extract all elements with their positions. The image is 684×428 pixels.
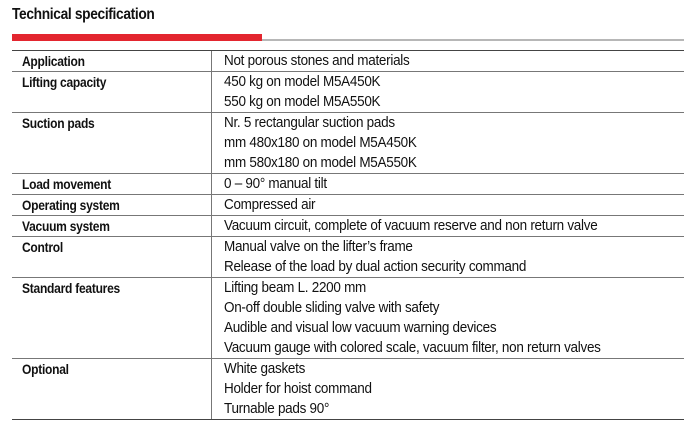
spec-value-line: 550 kg on model M5A550K bbox=[224, 94, 381, 110]
spec-value-line: 0 – 90° manual tilt bbox=[224, 176, 327, 192]
spec-value-cell bbox=[212, 174, 684, 194]
spec-value-line: On-off double sliding valve with safety bbox=[224, 300, 440, 316]
spec-label: Vacuum system bbox=[22, 218, 110, 234]
spec-label-cell bbox=[12, 174, 212, 194]
spec-label-cell bbox=[12, 113, 212, 173]
spec-value-line: Lifting beam L. 2200 mm bbox=[224, 280, 366, 296]
spec-value-line: Holder for hoist command bbox=[224, 381, 372, 397]
spec-row bbox=[12, 359, 684, 420]
spec-row bbox=[12, 113, 684, 174]
spec-label: Control bbox=[22, 239, 63, 255]
spec-value-cell bbox=[212, 216, 684, 236]
spec-label: Suction pads bbox=[22, 115, 95, 131]
section-heading-text: Technical specification bbox=[12, 6, 155, 23]
spec-value-line: 450 kg on model M5A450K bbox=[224, 74, 381, 90]
spec-label: Lifting capacity bbox=[22, 74, 107, 90]
spec-value-line: Release of the load by dual action security command bbox=[224, 259, 527, 275]
spec-value-line: Manual valve on the lifter’s frame bbox=[224, 239, 413, 255]
spec-value-cell bbox=[212, 278, 684, 358]
spec-label-cell bbox=[12, 237, 212, 277]
spec-value-line: White gaskets bbox=[224, 361, 306, 377]
spec-label-cell bbox=[12, 278, 212, 358]
spec-row bbox=[12, 216, 684, 237]
spec-value-cell bbox=[212, 72, 684, 112]
spec-label: Optional bbox=[22, 361, 69, 377]
spec-value-line: Not porous stones and materials bbox=[224, 53, 410, 69]
spec-value-line: Vacuum gauge with colored scale, vacuum filter, non return valves bbox=[224, 340, 601, 356]
spec-label-cell bbox=[12, 72, 212, 112]
spec-label-cell bbox=[12, 216, 212, 236]
spec-row bbox=[12, 237, 684, 278]
spec-value-cell bbox=[212, 51, 684, 71]
spec-row bbox=[12, 174, 684, 195]
spec-value-line: Compressed air bbox=[224, 197, 316, 213]
spec-label: Standard features bbox=[22, 280, 120, 296]
spec-row bbox=[12, 278, 684, 359]
spec-label-cell bbox=[12, 51, 212, 71]
spec-label: Operating system bbox=[22, 197, 120, 213]
specification-table bbox=[12, 50, 684, 420]
spec-value-cell bbox=[212, 359, 684, 419]
spec-row bbox=[12, 195, 684, 216]
spec-value-cell bbox=[212, 113, 684, 173]
spec-label-cell bbox=[12, 359, 212, 419]
spec-value-cell bbox=[212, 195, 684, 215]
spec-value-line: Audible and visual low vacuum warning devices bbox=[224, 320, 497, 336]
spec-row bbox=[12, 51, 684, 72]
spec-label: Load movement bbox=[22, 176, 111, 192]
heading-divider-line bbox=[262, 39, 684, 41]
section-heading bbox=[12, 6, 154, 24]
spec-value-line: mm 580x180 on model M5A550K bbox=[224, 155, 417, 171]
spec-row bbox=[12, 72, 684, 113]
spec-label-cell bbox=[12, 195, 212, 215]
heading-accent-bar bbox=[12, 34, 262, 41]
spec-label: Application bbox=[22, 53, 85, 69]
spec-value-line: mm 480x180 on model M5A450K bbox=[224, 135, 417, 151]
spec-value-cell bbox=[212, 237, 684, 277]
spec-value-line: Turnable pads 90° bbox=[224, 401, 330, 417]
spec-value-line: Vacuum circuit, complete of vacuum reserve and non return valve bbox=[224, 218, 598, 234]
spec-value-line: Nr. 5 rectangular suction pads bbox=[224, 115, 395, 131]
